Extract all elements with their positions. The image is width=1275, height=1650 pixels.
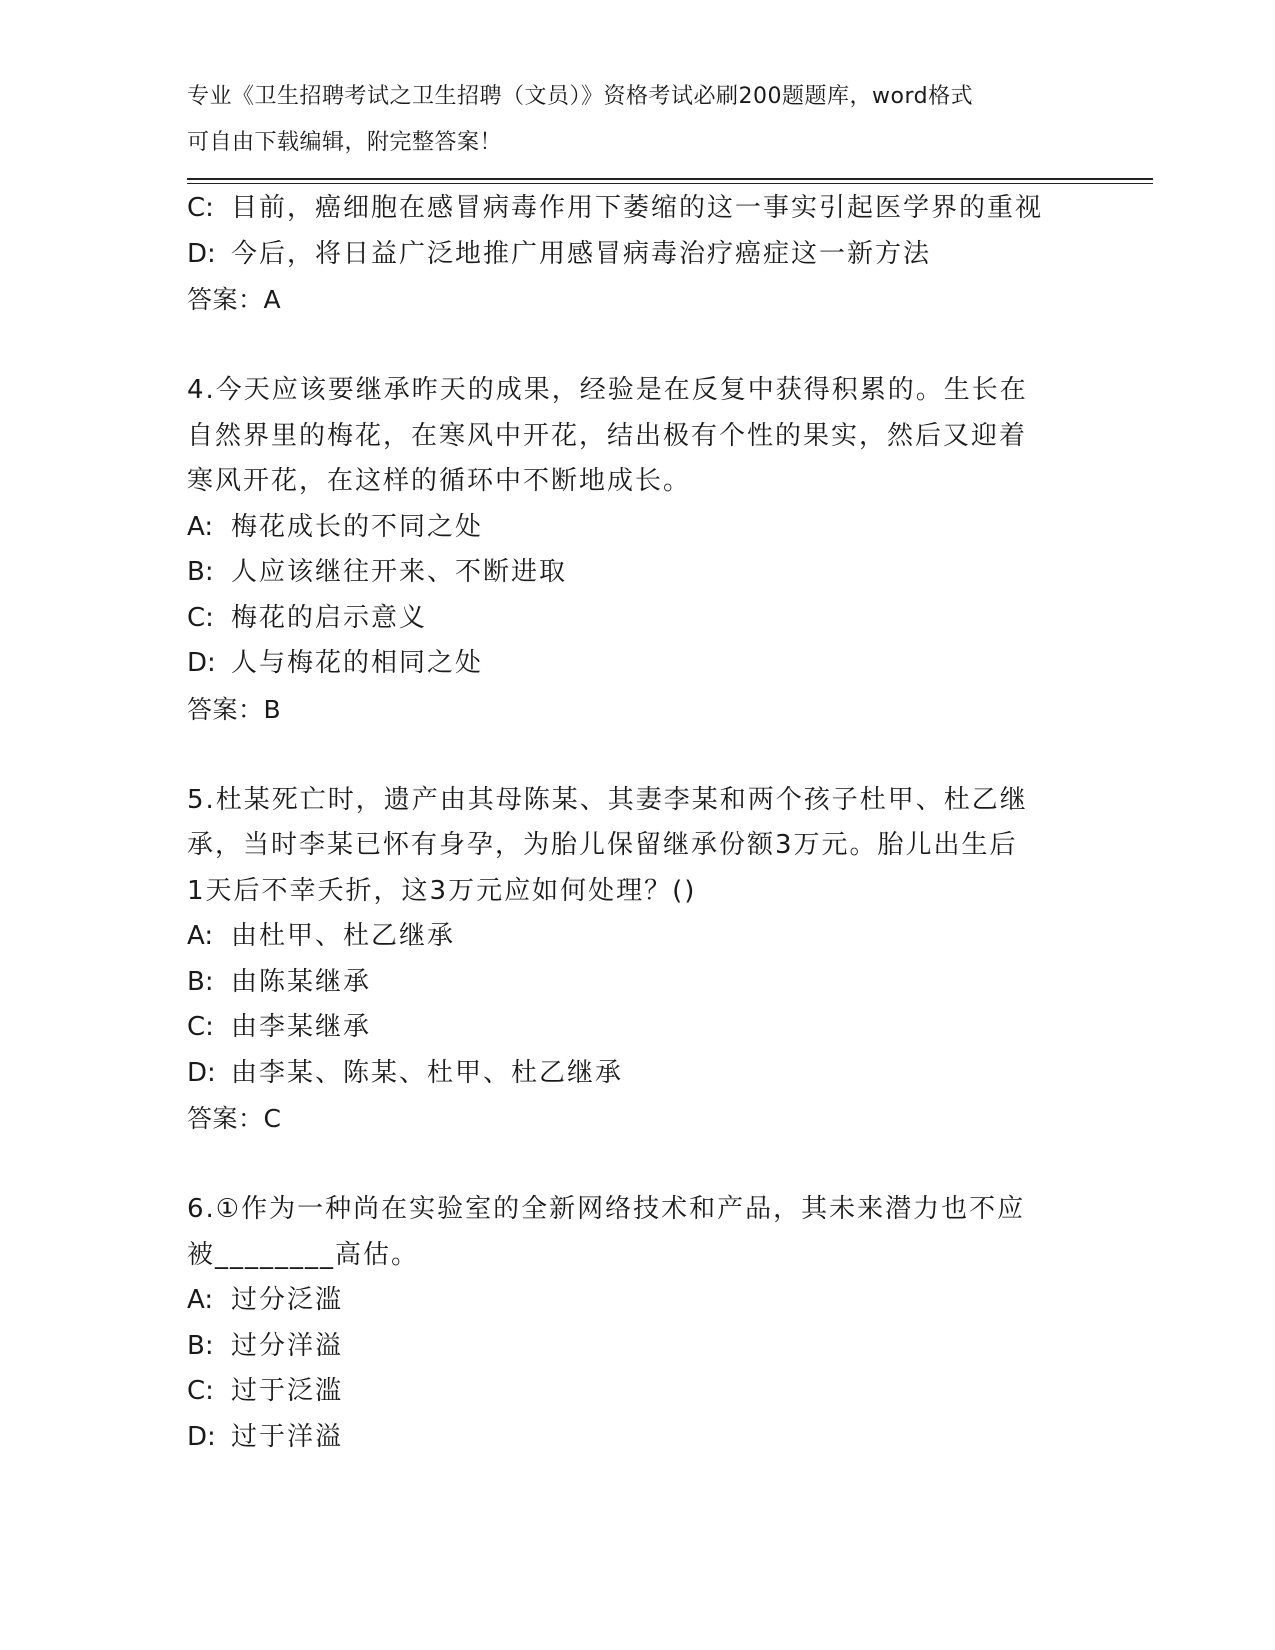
question-stem-line: 自然界里的梅花，在寒风中开花，结出极有个性的果实，然后又迎着 [187, 420, 1028, 451]
question-block-6 [187, 1187, 1087, 1460]
question-stem-line: 6.①作为一种尚在实验室的全新网络技术和产品，其未来潜力也不应 [187, 1194, 1026, 1224]
header-divider-thin [187, 183, 1153, 184]
option-c: C: 由李某继承 [187, 1012, 372, 1042]
question-block-5 [187, 778, 1087, 1142]
question-stem-line: 5.杜某死亡时，遗产由其母陈某、其妻李某和两个孩子杜甲、杜乙继 [187, 784, 1028, 815]
option-c: C: 梅花的启示意义 [187, 602, 428, 633]
option-d: D: 人与梅花的相同之处 [187, 648, 484, 678]
question-list [187, 186, 1087, 1460]
answer-text: 答案：C [187, 1104, 282, 1133]
answer-text: 答案：A [187, 285, 282, 314]
question-block-4 [187, 368, 1087, 732]
option-d: D: 今后，将日益广泛地推广用感冒病毒治疗癌症这一新方法 [187, 238, 932, 269]
header-title-line-1: 专业《卫生招聘考试之卫生招聘（文员）》资格考试必刷200题题库，word格式 [187, 84, 974, 109]
document-header [187, 74, 1087, 165]
option-a: A: 由杜甲、杜乙继承 [187, 921, 456, 951]
answer-text: 答案：B [187, 694, 282, 724]
question-stem-line: 4.今天应该要继承昨天的成果，经验是在反复中获得积累的。生长在 [187, 375, 1028, 405]
option-c: C: 目前，癌细胞在感冒病毒作用下萎缩的这一事实引起医学界的重视 [187, 193, 1044, 223]
option-b: B: 由陈某继承 [187, 966, 372, 997]
option-c: C: 过于泛滥 [187, 1376, 344, 1406]
option-d: D: 过于洋溢 [187, 1421, 344, 1452]
option-a: A: 梅花成长的不同之处 [187, 511, 484, 542]
question-stem-line: 寒风开花，在这样的循环中不断地成长。 [187, 466, 692, 496]
question-block-prev [187, 186, 1087, 323]
option-d: D: 由李某、陈某、杜甲、杜乙继承 [187, 1057, 624, 1088]
option-a: A: 过分泛滥 [187, 1285, 344, 1315]
header-title-line-2: 可自由下载编辑，附完整答案！ [187, 129, 503, 155]
question-stem-line: 承，当时李某已怀有身孕，为胎儿保留继承份额3万元。胎儿出生后 [187, 830, 1018, 860]
header-divider-thick [187, 178, 1153, 180]
question-stem-line: 被________高估。 [187, 1239, 420, 1270]
option-b: B: 过分洋溢 [187, 1330, 344, 1361]
option-b: B: 人应该继往开来、不断进取 [187, 557, 568, 587]
question-stem-line: 1天后不幸夭折，这3万元应如何处理？() [187, 875, 697, 906]
